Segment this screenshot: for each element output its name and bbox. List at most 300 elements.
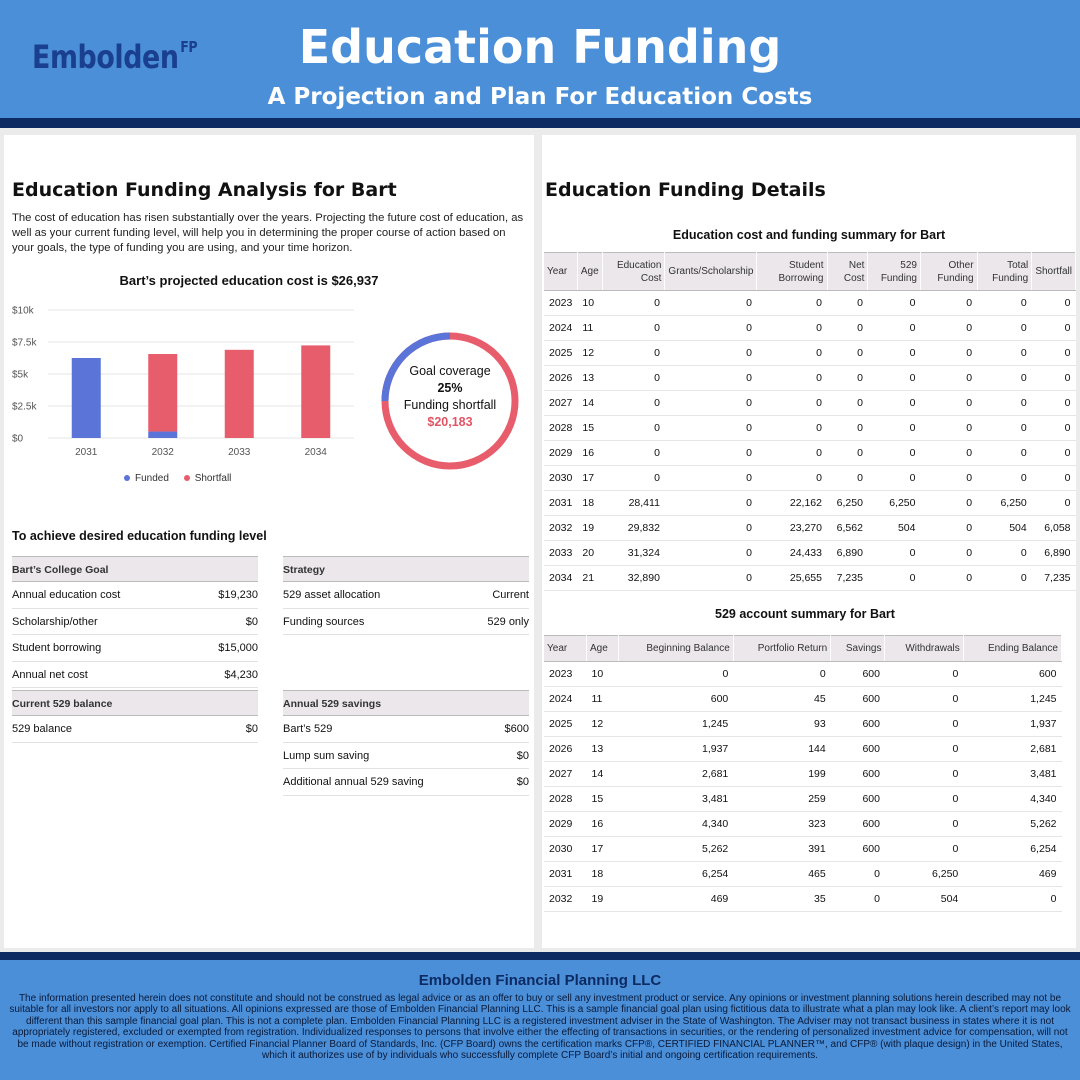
table-row	[544, 712, 1062, 737]
table-cell: 0	[665, 491, 757, 516]
analysis-intro: The cost of education has risen substantially over the years. Projecting the future cost of education, as well as your current funding level, will help you in determining the proper course of action based on your goals, the type of funding you are using, and your time horizon.	[12, 212, 524, 254]
table-cell: 10	[587, 662, 619, 687]
table-cell: 0	[757, 341, 827, 366]
column-header: Net Cost	[827, 253, 868, 291]
table-cell: 600	[831, 837, 885, 862]
table-cell: 0	[920, 366, 977, 391]
logo-superscript: FP	[180, 38, 198, 57]
table-cell: 17	[577, 466, 602, 491]
funding-shortfall-value: $20,183	[427, 415, 473, 429]
table-cell: 25,655	[757, 566, 827, 591]
table-cell: 259	[733, 787, 830, 812]
table-row	[544, 541, 1076, 566]
table-cell: 7,235	[827, 566, 868, 591]
table-cell: 2030	[544, 466, 577, 491]
table-cell: 22,162	[757, 491, 827, 516]
table-cell: 0	[868, 341, 921, 366]
goal-coverage-value: 25%	[437, 381, 463, 395]
table-row	[544, 566, 1076, 591]
table-cell: 0	[618, 662, 733, 687]
table-cell: 0	[868, 366, 921, 391]
table-cell: 14	[577, 391, 602, 416]
table-row	[544, 862, 1062, 887]
table-cell: 2024	[544, 316, 577, 341]
table-row	[544, 762, 1062, 787]
row-value: 529 only	[487, 615, 529, 628]
table-cell: 1,245	[963, 687, 1061, 712]
strategy-row	[283, 609, 529, 636]
table-cell: 18	[587, 862, 619, 887]
legend-shortfall-swatch	[184, 475, 190, 481]
table-cell: 0	[665, 541, 757, 566]
table-cell: 600	[831, 712, 885, 737]
table-cell: 600	[831, 787, 885, 812]
table-cell: 0	[920, 316, 977, 341]
footer-disclaimer: The information presented herein does not constitute and should not be construed as legal advice or as an offer to buy or sell any investment product or service. Any opinions or investment planning solutions herein described may not be suitable for all investors nor apply to all situations. All opinions expressed are those of Embolden Financial Planning LLC. This is a sample financial goal plan using fictitious data to illustrate what a plan may look like. A client’s report may look different than this sample financial goal plan. This is not a complete plan. Embolden Financial Planning LLC is a registered investment adviser in the State of Washington. The Adviser may not transact business in states where it is not appropriately registered, excluded or exempted from registration. Individualized responses to persons that involve either the effecting of transactions in securities, or the rendering of personalized investment advice for compensation, will not be made without registration or exemption. Certified Financial Planner Board of Standards, Inc. (CFP Board) owns the certification marks CFP®, CERTIFIED FINANCIAL PLANNER™, and CFP® (with plaque design) in the United States, which it authorizes use of by individuals who successfully complete CFP Board’s initial and ongoing certification requirements.	[9, 993, 1071, 1062]
table-cell: 0	[827, 416, 868, 441]
table-cell: 6,562	[827, 516, 868, 541]
chart-legend	[124, 473, 243, 484]
table-cell: 0	[920, 391, 977, 416]
x-tick-label: 2034	[304, 447, 327, 458]
table-cell: 0	[977, 541, 1032, 566]
table-cell: 0	[602, 291, 665, 316]
table-cell: 0	[831, 887, 885, 912]
table-cell: 1,245	[618, 712, 733, 737]
table-cell: 465	[733, 862, 830, 887]
row-label: Annual net cost	[12, 668, 88, 681]
table-cell: 0	[757, 391, 827, 416]
annual-savings-table	[283, 690, 529, 796]
y-tick-label: $7.5k	[12, 337, 37, 349]
legend-funded-swatch	[124, 475, 130, 481]
table-cell: 15	[577, 416, 602, 441]
table-cell: 0	[757, 466, 827, 491]
table-cell: 0	[757, 416, 827, 441]
account-table-title: 529 account summary for Bart	[715, 607, 895, 621]
row-value: $0	[245, 615, 258, 628]
table-cell: 0	[885, 687, 963, 712]
table-cell: 0	[977, 441, 1032, 466]
column-header: Beginning Balance	[618, 636, 733, 662]
account-table	[544, 635, 1062, 912]
table-cell: 0	[757, 316, 827, 341]
table-cell: 7,235	[1032, 566, 1076, 591]
table-cell: 0	[885, 712, 963, 737]
table-row	[544, 687, 1062, 712]
column-header: Withdrawals	[885, 636, 963, 662]
goal-coverage-label: Goal coverage	[409, 364, 491, 378]
column-header: Portfolio Return	[733, 636, 830, 662]
page-subtitle: A Projection and Plan For Education Costs	[267, 84, 813, 110]
table-cell: 0	[885, 737, 963, 762]
table-cell: 0	[920, 466, 977, 491]
table-cell: 12	[577, 341, 602, 366]
page-title: Education Funding	[298, 20, 782, 74]
college-goal-row	[12, 609, 258, 636]
row-value: $19,230	[218, 589, 258, 601]
table-cell: 0	[977, 341, 1032, 366]
y-tick-label: $2.5k	[12, 401, 37, 413]
table-cell: 0	[977, 391, 1032, 416]
table-cell: 0	[920, 566, 977, 591]
row-value: $4,230	[224, 668, 258, 681]
row-label: Annual education cost	[12, 589, 121, 601]
table-cell: 20	[577, 541, 602, 566]
table-cell: 0	[920, 516, 977, 541]
table-cell: 0	[1032, 466, 1076, 491]
table-cell: 0	[827, 341, 868, 366]
table-cell: 5,262	[963, 812, 1061, 837]
table-row	[544, 466, 1076, 491]
table-cell: 469	[963, 862, 1061, 887]
row-label: Lump sum saving	[283, 749, 370, 762]
table-cell: 0	[963, 887, 1061, 912]
table-cell: 0	[1032, 366, 1076, 391]
table-row	[544, 837, 1062, 862]
table-cell: 0	[885, 762, 963, 787]
column-header: Shortfall	[1032, 253, 1076, 291]
annual-savings-row	[283, 769, 529, 796]
table-cell: 0	[733, 662, 830, 687]
table-cell: 2030	[544, 837, 587, 862]
column-header: Year	[544, 636, 587, 662]
table-cell: 0	[827, 466, 868, 491]
details-panel	[542, 135, 1076, 948]
table-cell: 14	[587, 762, 619, 787]
table-cell: 10	[577, 291, 602, 316]
table-cell: 6,058	[1032, 516, 1076, 541]
table-cell: 0	[977, 466, 1032, 491]
donut-center-text	[380, 364, 520, 429]
row-value: $0	[516, 749, 529, 762]
current-balance-row	[12, 716, 258, 743]
funding-level-heading: To achieve desired education funding level	[12, 529, 267, 543]
table-cell: 0	[885, 787, 963, 812]
table-cell: 19	[577, 516, 602, 541]
table-cell: 504	[868, 516, 921, 541]
bar-funded	[148, 432, 177, 438]
row-value: $15,000	[218, 642, 258, 654]
table-cell: 0	[602, 391, 665, 416]
table-cell: 0	[665, 566, 757, 591]
table-cell: 0	[868, 316, 921, 341]
table-cell: 23,270	[757, 516, 827, 541]
table-cell: 11	[577, 316, 602, 341]
legend-funded	[124, 473, 169, 484]
table-cell: 2027	[544, 762, 587, 787]
table-cell: 0	[665, 391, 757, 416]
table-cell: 0	[868, 441, 921, 466]
table-cell: 2,681	[618, 762, 733, 787]
row-label: 529 asset allocation	[283, 589, 381, 601]
table-cell: 0	[868, 391, 921, 416]
y-tick-label: $0	[12, 433, 24, 445]
table-cell: 323	[733, 812, 830, 837]
table-cell: 2028	[544, 416, 577, 441]
table-row	[544, 391, 1076, 416]
table-row	[544, 291, 1076, 316]
table-cell: 6,890	[1032, 541, 1076, 566]
table-cell: 0	[665, 316, 757, 341]
table-cell: 2026	[544, 366, 577, 391]
column-header: Ending Balance	[963, 636, 1061, 662]
annual-savings-row	[283, 716, 529, 743]
table-cell: 2023	[544, 291, 577, 316]
table-row	[544, 316, 1076, 341]
table-cell: 600	[831, 812, 885, 837]
table-cell: 0	[827, 441, 868, 466]
x-tick-label: 2031	[75, 447, 98, 458]
table-cell: 0	[920, 341, 977, 366]
college-goal-row	[12, 582, 258, 609]
education-cost-bar-chart	[4, 295, 364, 465]
college-goal-row	[12, 662, 258, 689]
table-cell: 469	[618, 887, 733, 912]
column-header: Education Cost	[602, 253, 665, 291]
table-cell: 0	[665, 366, 757, 391]
college-goal-table	[12, 556, 258, 688]
column-header: Year	[544, 253, 577, 291]
table-cell: 2031	[544, 862, 587, 887]
table-cell: 16	[587, 812, 619, 837]
table-cell: 600	[963, 662, 1061, 687]
table-cell: 2029	[544, 441, 577, 466]
table-row	[544, 341, 1076, 366]
table-cell: 0	[868, 541, 921, 566]
table-cell: 12	[587, 712, 619, 737]
table-cell: 15	[587, 787, 619, 812]
table-cell: 504	[977, 516, 1032, 541]
table-cell: 0	[602, 341, 665, 366]
table-cell: 21	[577, 566, 602, 591]
summary-table	[544, 252, 1076, 591]
x-tick-label: 2033	[228, 447, 251, 458]
table-row	[544, 812, 1062, 837]
table-cell: 16	[577, 441, 602, 466]
table-row	[544, 416, 1076, 441]
table-cell: 0	[977, 566, 1032, 591]
table-cell: 6,254	[618, 862, 733, 887]
table-cell: 0	[977, 416, 1032, 441]
table-cell: 0	[920, 541, 977, 566]
table-cell: 6,890	[827, 541, 868, 566]
table-cell: 0	[920, 291, 977, 316]
table-cell: 0	[831, 862, 885, 887]
table-cell: 0	[977, 291, 1032, 316]
table-cell: 0	[665, 416, 757, 441]
table-cell: 0	[602, 366, 665, 391]
table-cell: 2034	[544, 566, 577, 591]
table-cell: 13	[587, 737, 619, 762]
funding-shortfall-label: Funding shortfall	[403, 398, 497, 412]
table-cell: 0	[665, 291, 757, 316]
table-cell: 1,937	[963, 712, 1061, 737]
table-cell: 2033	[544, 541, 577, 566]
table-cell: 0	[602, 316, 665, 341]
bar-funded	[72, 358, 101, 438]
table-cell: 24,433	[757, 541, 827, 566]
table-cell: 0	[977, 316, 1032, 341]
table-cell: 6,254	[963, 837, 1061, 862]
summary-header-row	[544, 253, 1076, 291]
table-cell: 3,481	[618, 787, 733, 812]
table-row	[544, 662, 1062, 687]
table-cell: 0	[1032, 316, 1076, 341]
table-cell: 0	[885, 812, 963, 837]
table-cell: 2027	[544, 391, 577, 416]
bar-shortfall	[225, 350, 254, 438]
row-value: $600	[504, 723, 529, 735]
legend-shortfall-label: Shortfall	[194, 473, 232, 484]
column-header: Student Borrowing	[757, 253, 827, 291]
table-cell: 45	[733, 687, 830, 712]
table-cell: 0	[868, 566, 921, 591]
table-cell: 3,481	[963, 762, 1061, 787]
table-cell: 0	[665, 441, 757, 466]
table-cell: 0	[920, 416, 977, 441]
table-cell: 0	[827, 391, 868, 416]
current-balance-table	[12, 690, 258, 743]
table-cell: 0	[757, 366, 827, 391]
table-row	[544, 366, 1076, 391]
table-cell: 0	[920, 491, 977, 516]
table-cell: 144	[733, 737, 830, 762]
table-cell: 0	[1032, 491, 1076, 516]
table-cell: 2025	[544, 712, 587, 737]
legend-shortfall	[184, 473, 232, 484]
header-divider	[0, 118, 1080, 128]
details-title: Education Funding Details	[545, 179, 826, 201]
table-cell: 0	[920, 441, 977, 466]
bar-shortfall	[148, 354, 177, 432]
table-row	[544, 787, 1062, 812]
table-cell: 0	[868, 291, 921, 316]
table-cell: 19	[587, 887, 619, 912]
table-cell: 2026	[544, 737, 587, 762]
row-label: Bart’s 529	[283, 723, 333, 735]
table-cell: 199	[733, 762, 830, 787]
table-cell: 0	[827, 316, 868, 341]
row-label: Student borrowing	[12, 642, 102, 654]
table-cell: 0	[885, 837, 963, 862]
footer-divider	[0, 952, 1080, 960]
table-cell: 18	[577, 491, 602, 516]
x-tick-label: 2032	[151, 447, 174, 458]
row-value: Current	[492, 589, 529, 601]
row-label: Scholarship/other	[12, 615, 98, 628]
table-cell: 0	[665, 466, 757, 491]
table-cell: 0	[602, 441, 665, 466]
table-cell: 2032	[544, 516, 577, 541]
row-label: Funding sources	[283, 615, 365, 628]
table-cell: 4,340	[963, 787, 1061, 812]
table-cell: 2025	[544, 341, 577, 366]
table-row	[544, 887, 1062, 912]
table-cell: 35	[733, 887, 830, 912]
table-cell: 93	[733, 712, 830, 737]
table-cell: 6,250	[868, 491, 921, 516]
strategy-header: Strategy	[283, 556, 529, 582]
table-cell: 2032	[544, 887, 587, 912]
table-cell: 0	[1032, 416, 1076, 441]
row-label: 529 balance	[12, 723, 72, 735]
table-cell: 1,937	[618, 737, 733, 762]
chart-heading: Bart’s projected education cost is $26,937	[119, 273, 379, 288]
college-goal-row	[12, 635, 258, 662]
table-cell: 2023	[544, 662, 587, 687]
row-value: $0	[245, 723, 258, 735]
table-cell: 6,250	[827, 491, 868, 516]
y-tick-label: $10k	[12, 305, 34, 317]
table-cell: 0	[602, 416, 665, 441]
annual-savings-header: Annual 529 savings	[283, 690, 529, 716]
column-header: Age	[577, 253, 602, 291]
summary-table-title: Education cost and funding summary for Bart	[672, 228, 946, 242]
column-header: Total Funding	[977, 253, 1032, 291]
table-cell: 0	[665, 341, 757, 366]
strategy-row	[283, 582, 529, 609]
account-header-row	[544, 636, 1062, 662]
column-header: Grants/Scholarship	[665, 253, 757, 291]
table-cell: 0	[827, 366, 868, 391]
table-cell: 0	[977, 366, 1032, 391]
table-row	[544, 491, 1076, 516]
annual-savings-row	[283, 743, 529, 770]
table-cell: 391	[733, 837, 830, 862]
table-cell: 2024	[544, 687, 587, 712]
table-cell: 0	[885, 662, 963, 687]
table-cell: 0	[1032, 391, 1076, 416]
table-cell: 6,250	[977, 491, 1032, 516]
table-cell: 0	[1032, 341, 1076, 366]
column-header: Age	[587, 636, 619, 662]
row-label: Additional annual 529 saving	[283, 776, 424, 788]
table-cell: 17	[587, 837, 619, 862]
table-cell: 0	[1032, 291, 1076, 316]
table-cell: 28,411	[602, 491, 665, 516]
analysis-panel	[4, 135, 534, 948]
table-row	[544, 516, 1076, 541]
table-cell: 600	[831, 762, 885, 787]
table-cell: 0	[868, 466, 921, 491]
table-cell: 5,262	[618, 837, 733, 862]
column-header: Other Funding	[920, 253, 977, 291]
table-cell: 2029	[544, 812, 587, 837]
table-cell: 0	[1032, 441, 1076, 466]
table-cell: 11	[587, 687, 619, 712]
table-cell: 29,832	[602, 516, 665, 541]
logo-text: Embolden	[32, 38, 179, 76]
current-balance-header: Current 529 balance	[12, 690, 258, 716]
table-cell: 13	[577, 366, 602, 391]
table-cell: 600	[831, 687, 885, 712]
table-cell: 2031	[544, 491, 577, 516]
table-row	[544, 737, 1062, 762]
table-cell: 4,340	[618, 812, 733, 837]
table-cell: 0	[602, 466, 665, 491]
column-header: Savings	[831, 636, 885, 662]
y-tick-label: $5k	[12, 369, 29, 381]
college-goal-header: Bart’s College Goal	[12, 556, 258, 582]
table-cell: 0	[827, 291, 868, 316]
strategy-table	[283, 556, 529, 635]
table-cell: 6,250	[885, 862, 963, 887]
table-cell: 32,890	[602, 566, 665, 591]
legend-funded-label: Funded	[135, 473, 169, 484]
table-cell: 31,324	[602, 541, 665, 566]
table-cell: 504	[885, 887, 963, 912]
